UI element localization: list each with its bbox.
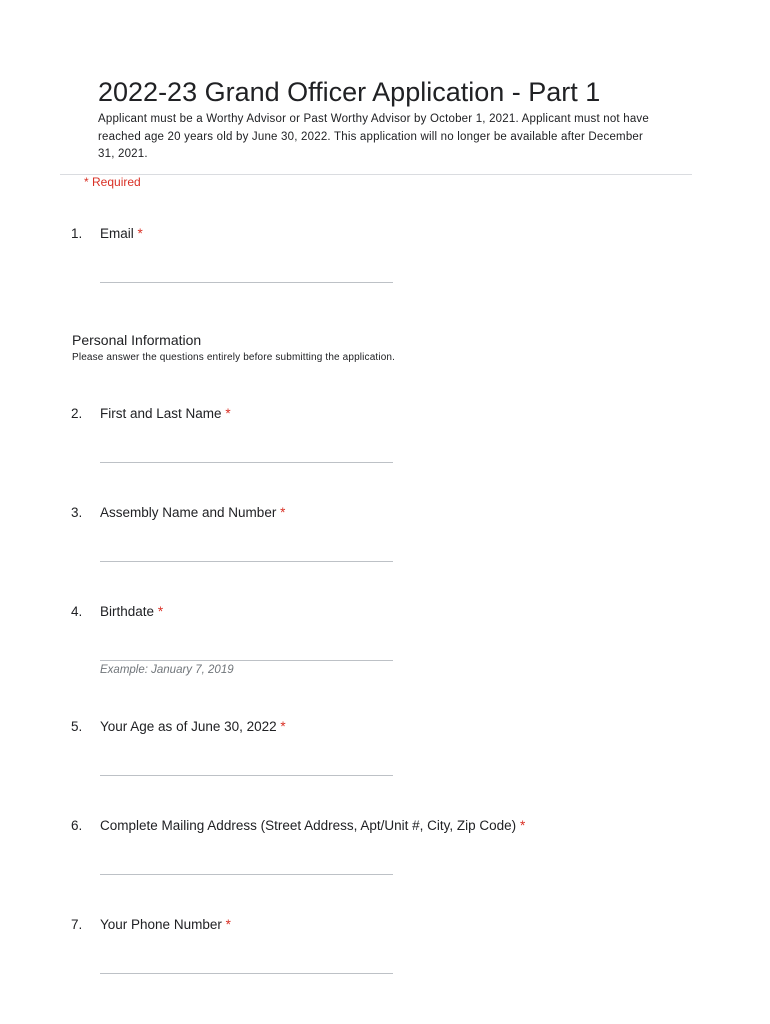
question-number: 5. [71, 719, 83, 734]
form-description-line: reached age 20 years old by June 30, 2022. This application will no longer be available after December [98, 130, 644, 143]
question-label: Assembly Name and Number * [100, 505, 286, 520]
required-asterisk: * [225, 917, 231, 932]
question-number: 1. [71, 226, 83, 241]
question-label: Your Phone Number * [100, 917, 231, 932]
question-label: Your Age as of June 30, 2022 * [100, 719, 286, 734]
form-description-line: Applicant must be a Worthy Advisor or Past Worthy Advisor by October 1, 2021. Applicant must not have [98, 113, 649, 125]
question-number: 4. [71, 604, 83, 619]
required-note: * Required [84, 175, 141, 189]
question-number: 3. [71, 505, 83, 520]
email-field[interactable] [100, 282, 393, 283]
required-asterisk: * [137, 226, 143, 241]
required-asterisk: * [519, 818, 526, 833]
form-title: 2022-23 Grand Officer Application - Part 1 [98, 77, 601, 107]
question-number: 7. [71, 917, 83, 932]
phone-field[interactable] [100, 973, 393, 974]
question-label: First and Last Name * [100, 406, 231, 421]
question-label: Birthdate * [100, 604, 164, 619]
question-label: Email * [100, 226, 143, 241]
birthdate-hint: Example: January 7, 2019 [100, 664, 234, 676]
question-label: Complete Mailing Address (Street Address, Apt/Unit #, City, Zip Code) * [100, 818, 526, 833]
form-description-line: 31, 2021. [98, 148, 148, 160]
section-title: Personal Information [72, 332, 202, 348]
required-asterisk: * [225, 406, 231, 421]
header-divider [60, 174, 692, 175]
question-number: 6. [71, 818, 83, 833]
required-asterisk: * [280, 719, 286, 734]
required-asterisk: * [280, 505, 286, 520]
age-field[interactable] [100, 775, 393, 776]
name-field[interactable] [100, 462, 393, 463]
required-asterisk: * [157, 604, 164, 619]
form-description [98, 111, 678, 164]
address-field[interactable] [100, 874, 393, 875]
assembly-field[interactable] [100, 561, 393, 562]
question-number: 2. [71, 406, 83, 421]
section-description: Please answer the questions entirely before submitting the application. [72, 352, 396, 363]
birthdate-field[interactable] [100, 660, 393, 661]
